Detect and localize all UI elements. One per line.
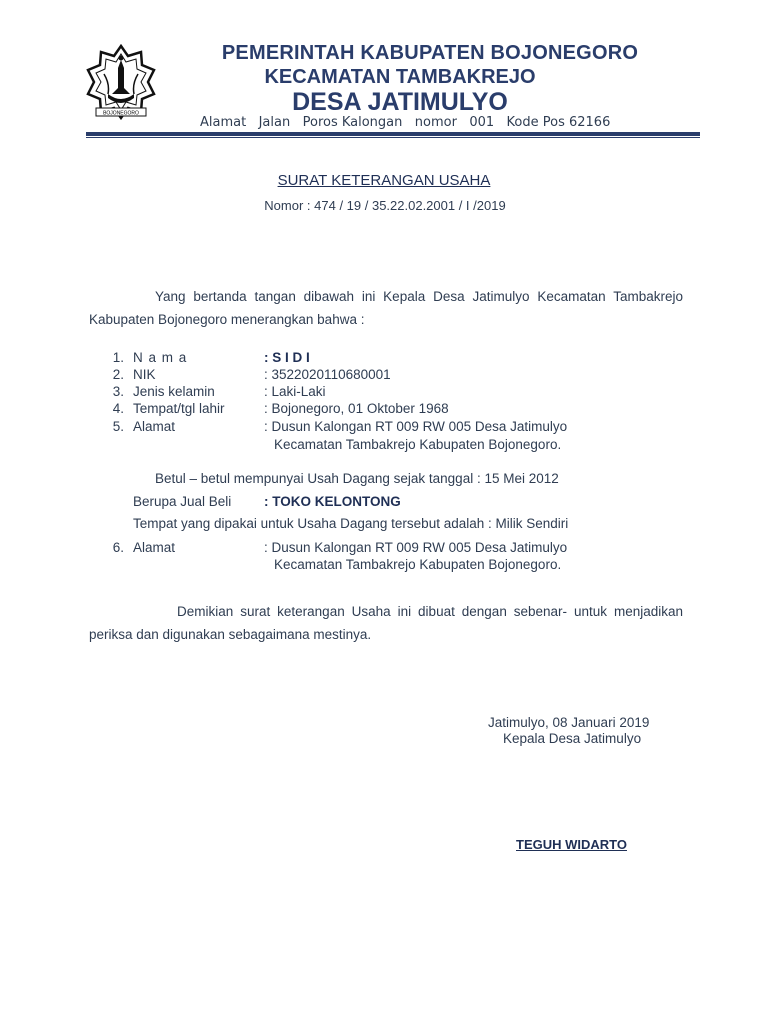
field-value-birth: : Bojonegoro, 01 Oktober 1968 [264,401,449,416]
business-type-label: Berupa Jual Beli [133,494,232,509]
signature-place-date: Jatimulyo, 08 Januari 2019 [488,715,650,730]
field-value-gender: : Laki-Laki [264,384,326,399]
field-number: 2. [112,367,124,382]
field-number: 4. [112,401,124,416]
regency-emblem-logo [86,44,156,128]
closing-text: Demikian surat keterangan Usaha ini dibuat dengan sebenar- untuk menjadikan periksa dan digunakan sebagaimana mestinya. [89,604,683,642]
intro-text: Yang bertanda tangan dibawah ini Kepala Desa Jatimulyo Kecamatan Tambakrejo Kabupaten Bojonegoro menerangkan bahwa : [89,289,683,327]
signature-position: Kepala Desa Jatimulyo [503,731,642,746]
document-number: Nomor : 474 / 19 / 35.22.02.2001 / I /2019 [264,198,506,213]
letterhead-village: DESA JATIMULYO [292,88,508,116]
field-label-nama: N a m a [133,350,188,365]
business-address-value: : Dusun Kalongan RT 009 RW 005 Desa Jatimulyo [264,540,568,555]
document-title: SURAT KETERANGAN USAHA [277,172,491,189]
field-number: 3. [112,384,124,399]
letterhead-district: KECAMATAN TAMBAKREJO [264,66,536,88]
business-since-text: Betul – betul mempunyai Usah Dagang sejak tanggal : 15 Mei 2012 [155,471,559,486]
field-value-address-line2: Kecamatan Tambakrejo Kabupaten Bojonegoro. [274,437,562,452]
signer-name: TEGUH WIDARTO [516,837,627,852]
intro-paragraph [89,285,683,331]
field-value-nik: : 3522020110680001 [264,367,391,382]
closing-paragraph [89,600,683,646]
business-address-label: Alamat [133,540,176,555]
letterhead-government: PEMERINTAH KABUPATEN BOJONEGORO [221,42,639,64]
business-type-value: : TOKO KELONTONG [264,494,401,509]
field-label-address: Alamat [133,419,176,434]
field-number: 1. [112,350,124,365]
letterhead-address: Alamat Jalan Poros Kalongan nomor 001 Kode Pos 62166 [200,115,611,130]
emblem-banner-text: BOJONEGORO [103,110,139,117]
letterhead-divider-thick [86,132,700,136]
field-label-gender: Jenis kelamin [133,384,215,399]
field-value-nama: : S I D I [264,350,310,365]
letterhead-divider-thin [86,137,700,138]
field-number: 6. [112,540,124,555]
field-value-address: : Dusun Kalongan RT 009 RW 005 Desa Jatimulyo [264,419,568,434]
field-label-nik: NIK [133,367,156,382]
field-label-birth: Tempat/tgl lahir [133,401,225,416]
business-premises-text: Tempat yang dipakai untuk Usaha Dagang tersebut adalah : Milik Sendiri [133,516,569,531]
business-address-line2: Kecamatan Tambakrejo Kabupaten Bojonegoro. [274,557,562,572]
field-number: 5. [112,419,124,434]
